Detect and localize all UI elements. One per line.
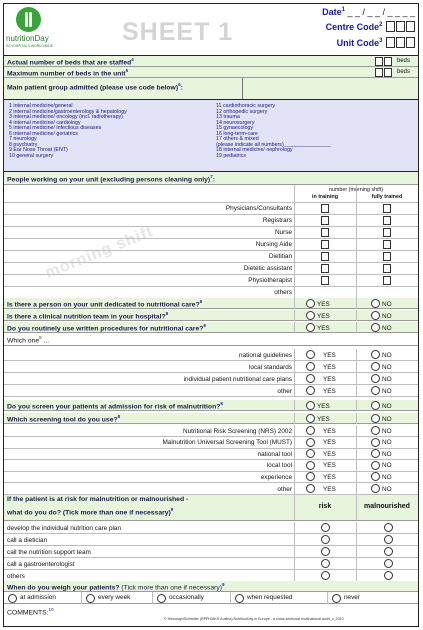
risk-question-line-1: If the patient is at risk for malnutrition or malnourished - [7,496,189,503]
col-in-training: in training [311,194,339,200]
staff-role-label: others [274,289,292,296]
comments-label: COMMENTS:$^{10}$ [7,607,54,617]
col-divider [356,437,357,448]
col-risk: risk [318,503,332,510]
yes-label: YES [317,415,330,423]
code-item: (please indicate all numbers)________________ [216,141,331,148]
no-label: NO [382,363,392,371]
no-radio[interactable] [371,449,380,458]
staff-heading-row [4,172,418,185]
tool-item-label: national tool [257,450,292,458]
tool-item-label: other [277,485,292,493]
col-divider [356,546,357,558]
weigh-radio[interactable] [332,594,341,603]
col-divider [356,385,357,396]
col-divider [356,322,357,333]
yes-label: YES [323,387,336,395]
code-item: 17 others & mixed [216,136,259,142]
centre-code-label: Centre Code [325,21,380,32]
yes-radio[interactable] [306,484,315,493]
col-divider [294,413,295,424]
max-beds-box-2[interactable] [384,68,392,77]
col-divider [356,425,357,436]
q-nutrition-team-label: Is there a clinical nutrition team in your hospital?$^8$ [7,311,169,321]
col-divider [356,483,357,494]
unit-code-label: Unit Code [336,37,380,48]
weigh-radio[interactable] [8,594,17,603]
sheet-header [4,4,418,56]
col-divider [294,471,295,482]
col-divider [294,373,295,384]
risk-action-label: call a dietician [7,536,48,544]
col-divider [294,349,295,360]
weigh-options-row [4,592,418,604]
no-radio[interactable] [371,323,380,332]
col-divider [327,592,328,604]
no-label: NO [382,402,392,410]
col-divider [294,310,295,321]
codes-right-column [216,104,331,159]
malnourished-radio[interactable] [384,547,393,556]
tool-item-label: experience [260,473,292,481]
risk-question-row [4,495,418,521]
col-divider [294,185,295,298]
which-item-label: other [277,387,292,395]
no-radio[interactable] [371,426,380,435]
unit-code-boxes[interactable] [385,37,415,50]
patient-group-row [4,78,418,100]
yes-radio[interactable] [306,426,315,435]
yes-label: YES [317,402,330,410]
which-item-label: local standards [249,363,292,371]
malnourished-radio[interactable] [384,523,393,532]
no-label: NO [382,312,392,320]
no-radio[interactable] [371,414,380,423]
staff-role-label: Physiotherapist [248,277,292,284]
yes-label: YES [323,375,336,383]
col-divider [152,592,153,604]
yes-label: YES [323,427,336,435]
yes-label: YES [323,450,336,458]
footer-copyright: © Hiesmayr/Schindler (RPPH/AKH Austria) NutritionDay in Europe - a cross-sectional multinational audit_v_2010 [164,617,344,621]
col-divider [294,298,295,309]
staffed-beds-box-2[interactable] [384,57,392,66]
yes-radio[interactable] [306,414,315,423]
codes-left-column [9,104,127,159]
no-label: NO [382,473,392,481]
col-divider [356,460,357,471]
which-item-label: individual patient nutritional care plans [183,375,292,383]
logo-subtitle: IN HOSPITALS WORLDWIDE [6,44,53,48]
max-beds-label: Maximum number of beds in the unit$^5$ [7,68,129,78]
code-item: 15 gynaecology [216,125,254,131]
code-item: 12 orthopedic surgery [216,108,268,115]
fully-trained-checkbox[interactable] [383,228,391,237]
risk-radio[interactable] [321,523,330,532]
in-training-checkbox[interactable] [321,204,329,213]
col-divider [230,592,231,604]
fully-trained-checkbox[interactable] [383,264,391,273]
no-radio[interactable] [371,374,380,383]
col-divider [356,349,357,360]
date-field[interactable] [322,7,415,17]
beds-unit-label: beds [397,58,411,64]
date-mask: _ _ / _ _ / _ _ _ _ [344,7,415,17]
weigh-option-label: at admission [20,594,56,601]
fully-trained-checkbox[interactable] [383,204,391,213]
staffed-beds-box-1[interactable] [375,57,383,66]
max-beds-box-1[interactable] [375,68,383,77]
no-radio[interactable] [371,350,380,359]
staff-role-label: Dietetic assistant [243,265,292,272]
col-divider [294,425,295,436]
no-radio[interactable] [371,461,380,470]
code-item: 9 Ear Nose Throat (ENT) [9,147,68,153]
risk-action-label: call the nutrition support team [7,548,91,556]
tool-item-label: Malnutrition Universal Screening Tool (MUST) [162,439,292,447]
code-item: 10 general surgery [9,152,54,159]
fully-trained-checkbox[interactable] [383,240,391,249]
max-beds-row [4,67,418,78]
in-training-checkbox[interactable] [321,240,329,249]
col-divider [294,546,295,558]
risk-question-line-2: what do you do? (Tick more than one if necessary)$^9$ [7,507,174,517]
code-item: 19 pediatrics [216,152,247,159]
no-label: NO [382,300,392,308]
fully-trained-checkbox[interactable] [383,276,391,285]
in-training-checkbox[interactable] [321,276,329,285]
col-divider [294,558,295,570]
in-training-checkbox[interactable] [321,228,329,237]
weigh-option-label: when requested [247,594,293,601]
no-label: NO [382,462,392,470]
malnourished-radio[interactable] [384,559,393,568]
col-divider [356,400,357,411]
col-divider [356,534,357,546]
fully-trained-checkbox[interactable] [383,216,391,225]
staff-role-label: Physicians/Consultants [225,205,292,212]
col-divider [356,522,357,534]
weigh-option-label: never [344,594,360,601]
no-radio[interactable] [371,484,380,493]
questionnaire-sheet [3,3,419,627]
yes-radio[interactable] [306,449,315,458]
centre-code-boxes[interactable] [385,21,415,34]
which-one-row [4,334,418,346]
in-training-checkbox[interactable] [321,216,329,225]
patient-group-label: Main patient group admitted (please use code below)$^6$: [7,82,183,92]
weigh-radio[interactable] [157,594,166,603]
staff-role-label: Nurse [274,229,292,236]
col-divider [294,400,295,411]
yes-radio[interactable] [306,472,315,481]
morning-shift-watermark: morning shift [42,223,157,282]
col-divider [356,413,357,424]
weigh-question-label: When do you weigh your patients? (Tick more than one if necessary)$^9$ [7,582,225,592]
code-item: 14 neurosurgery [216,119,255,126]
col-divider [356,373,357,384]
col-divider [356,298,357,309]
col-divider [294,361,295,372]
no-radio[interactable] [371,438,380,447]
yes-radio[interactable] [306,461,315,470]
col-divider [356,471,357,482]
patient-group-codes [4,100,418,172]
centre-footnote: 2 [379,21,383,28]
yes-label: YES [317,312,330,320]
code-item: 4 internal medicine/ cardiology [9,119,81,126]
yes-label: YES [323,485,336,493]
col-fully-trained: fully trained [371,194,403,200]
col-divider [294,534,295,546]
no-label: NO [382,439,392,447]
code-item: 11 cardiothoracic surgery [216,103,276,109]
col-divider [294,322,295,333]
col-divider [356,185,357,298]
col-divider [294,448,295,459]
page-title: SHEET 1 [122,18,234,46]
col-divider [356,361,357,372]
no-radio[interactable] [371,401,380,410]
no-radio[interactable] [371,386,380,395]
risk-radio[interactable] [321,559,330,568]
q-written-procedures-label: Do you routinely use written procedures for nutritional care?$^8$ [7,323,206,333]
code-item: 18 internal medicine/ nephrology [216,147,293,153]
code-item: 6 internal medicine/ geriatrics [9,130,78,137]
yes-label: YES [323,363,336,371]
col-divider [356,448,357,459]
col-divider [294,522,295,534]
code-item: 5 internal medicine/ infectious diseases [9,125,102,131]
unit-code-field[interactable] [337,37,415,50]
weigh-option-label: every week [98,594,131,601]
tool-item-label: local tool [266,462,292,470]
weigh-radio[interactable] [235,594,244,603]
col-divider [81,592,82,604]
no-label: NO [382,450,392,458]
yes-radio[interactable] [306,401,315,410]
yes-label: YES [323,462,336,470]
no-label: NO [382,324,392,332]
col-malnourished: malnourished [364,503,410,510]
code-item: 3 internal medicine/ oncology (incl. radiotherapy) [9,114,123,120]
weigh-option-label: occasionally [169,594,204,601]
fully-trained-checkbox[interactable] [383,252,391,261]
q-screening-tool-label: Which screening tool do you use?$^8$ [7,414,121,424]
date-footnote: 1 [341,7,345,13]
code-item: 16 long-term-care [216,130,258,137]
weigh-question-row [4,581,418,592]
risk-action-label: call a gastroenterologist [7,560,75,568]
col-divider [294,385,295,396]
no-radio[interactable] [371,472,380,481]
no-radio[interactable] [371,362,380,371]
col-divider [356,310,357,321]
no-label: NO [382,375,392,383]
yes-label: YES [323,351,336,359]
staff-col-header: number (morning shift) [328,187,384,193]
yes-label: YES [317,324,330,332]
malnourished-radio[interactable] [384,535,393,544]
malnourished-radio[interactable] [384,571,393,580]
no-label: NO [382,485,392,493]
yes-radio[interactable] [306,438,315,447]
q-screening-label: Do you screen your patients at admission for risk of malnutrition?$^8$ [7,401,223,411]
col-divider [356,558,357,570]
yes-radio[interactable] [306,386,315,395]
no-label: NO [382,415,392,423]
risk-action-label: others [7,572,25,580]
yes-label: YES [317,300,330,308]
nutritionday-logo-icon [16,7,41,32]
yes-radio[interactable] [306,362,315,371]
staff-role-label: Dietitian [268,253,292,260]
yes-label: YES [323,439,336,447]
no-radio[interactable] [371,311,380,320]
col-divider [294,483,295,494]
yes-label: YES [323,473,336,481]
logo-text: nutritionDay [6,34,49,43]
col-divider [294,460,295,471]
weigh-radio[interactable] [86,594,95,603]
staffed-beds-row [4,56,418,67]
code-item: 13 trauma [216,114,240,120]
no-label: NO [382,351,392,359]
beds-unit-label: beds [397,69,411,75]
code-item: 7 neurology [9,136,37,142]
code-item: 1 internal medicine/general [9,103,73,109]
no-label: NO [382,427,392,435]
which-one-label: Which one$^8$ ... [7,335,50,345]
in-training-checkbox[interactable] [321,264,329,273]
risk-radio[interactable] [321,547,330,556]
staff-role-label: Nursing Aide [255,241,292,248]
risk-radio[interactable] [321,571,330,580]
staff-heading-label: People working on your unit (excluding persons cleaning only)$^7$: [7,174,215,184]
row-divider [4,396,418,397]
yes-radio[interactable] [306,299,315,308]
tool-item-label: Nutritional Risk Screening (NRS) 2002 [182,427,292,435]
which-item-label: national guidelines [239,351,292,359]
no-radio[interactable] [371,299,380,308]
risk-action-label: develop the individual nutrition care plan [7,524,122,532]
yes-radio[interactable] [306,374,315,383]
staffed-beds-label: Actual number of beds that are staffed$^4$ [7,57,134,67]
unit-footnote: 3 [379,37,383,44]
yes-radio[interactable] [306,311,315,320]
yes-radio[interactable] [306,350,315,359]
no-label: NO [382,387,392,395]
date-label: Date [322,7,342,17]
yes-radio[interactable] [306,323,315,332]
q-dedicated-person-label: Is there a person on your unit dedicated to nutritional care?$^8$ [7,299,203,309]
col-divider [294,437,295,448]
in-training-checkbox[interactable] [321,252,329,261]
code-item: 2 internal medicine/gastroenterology & hepatology [9,108,127,115]
staff-role-label: Registrars [262,217,292,224]
centre-code-field[interactable] [326,21,415,34]
code-item: 8 psychiatry [9,141,38,148]
risk-radio[interactable] [321,535,330,544]
